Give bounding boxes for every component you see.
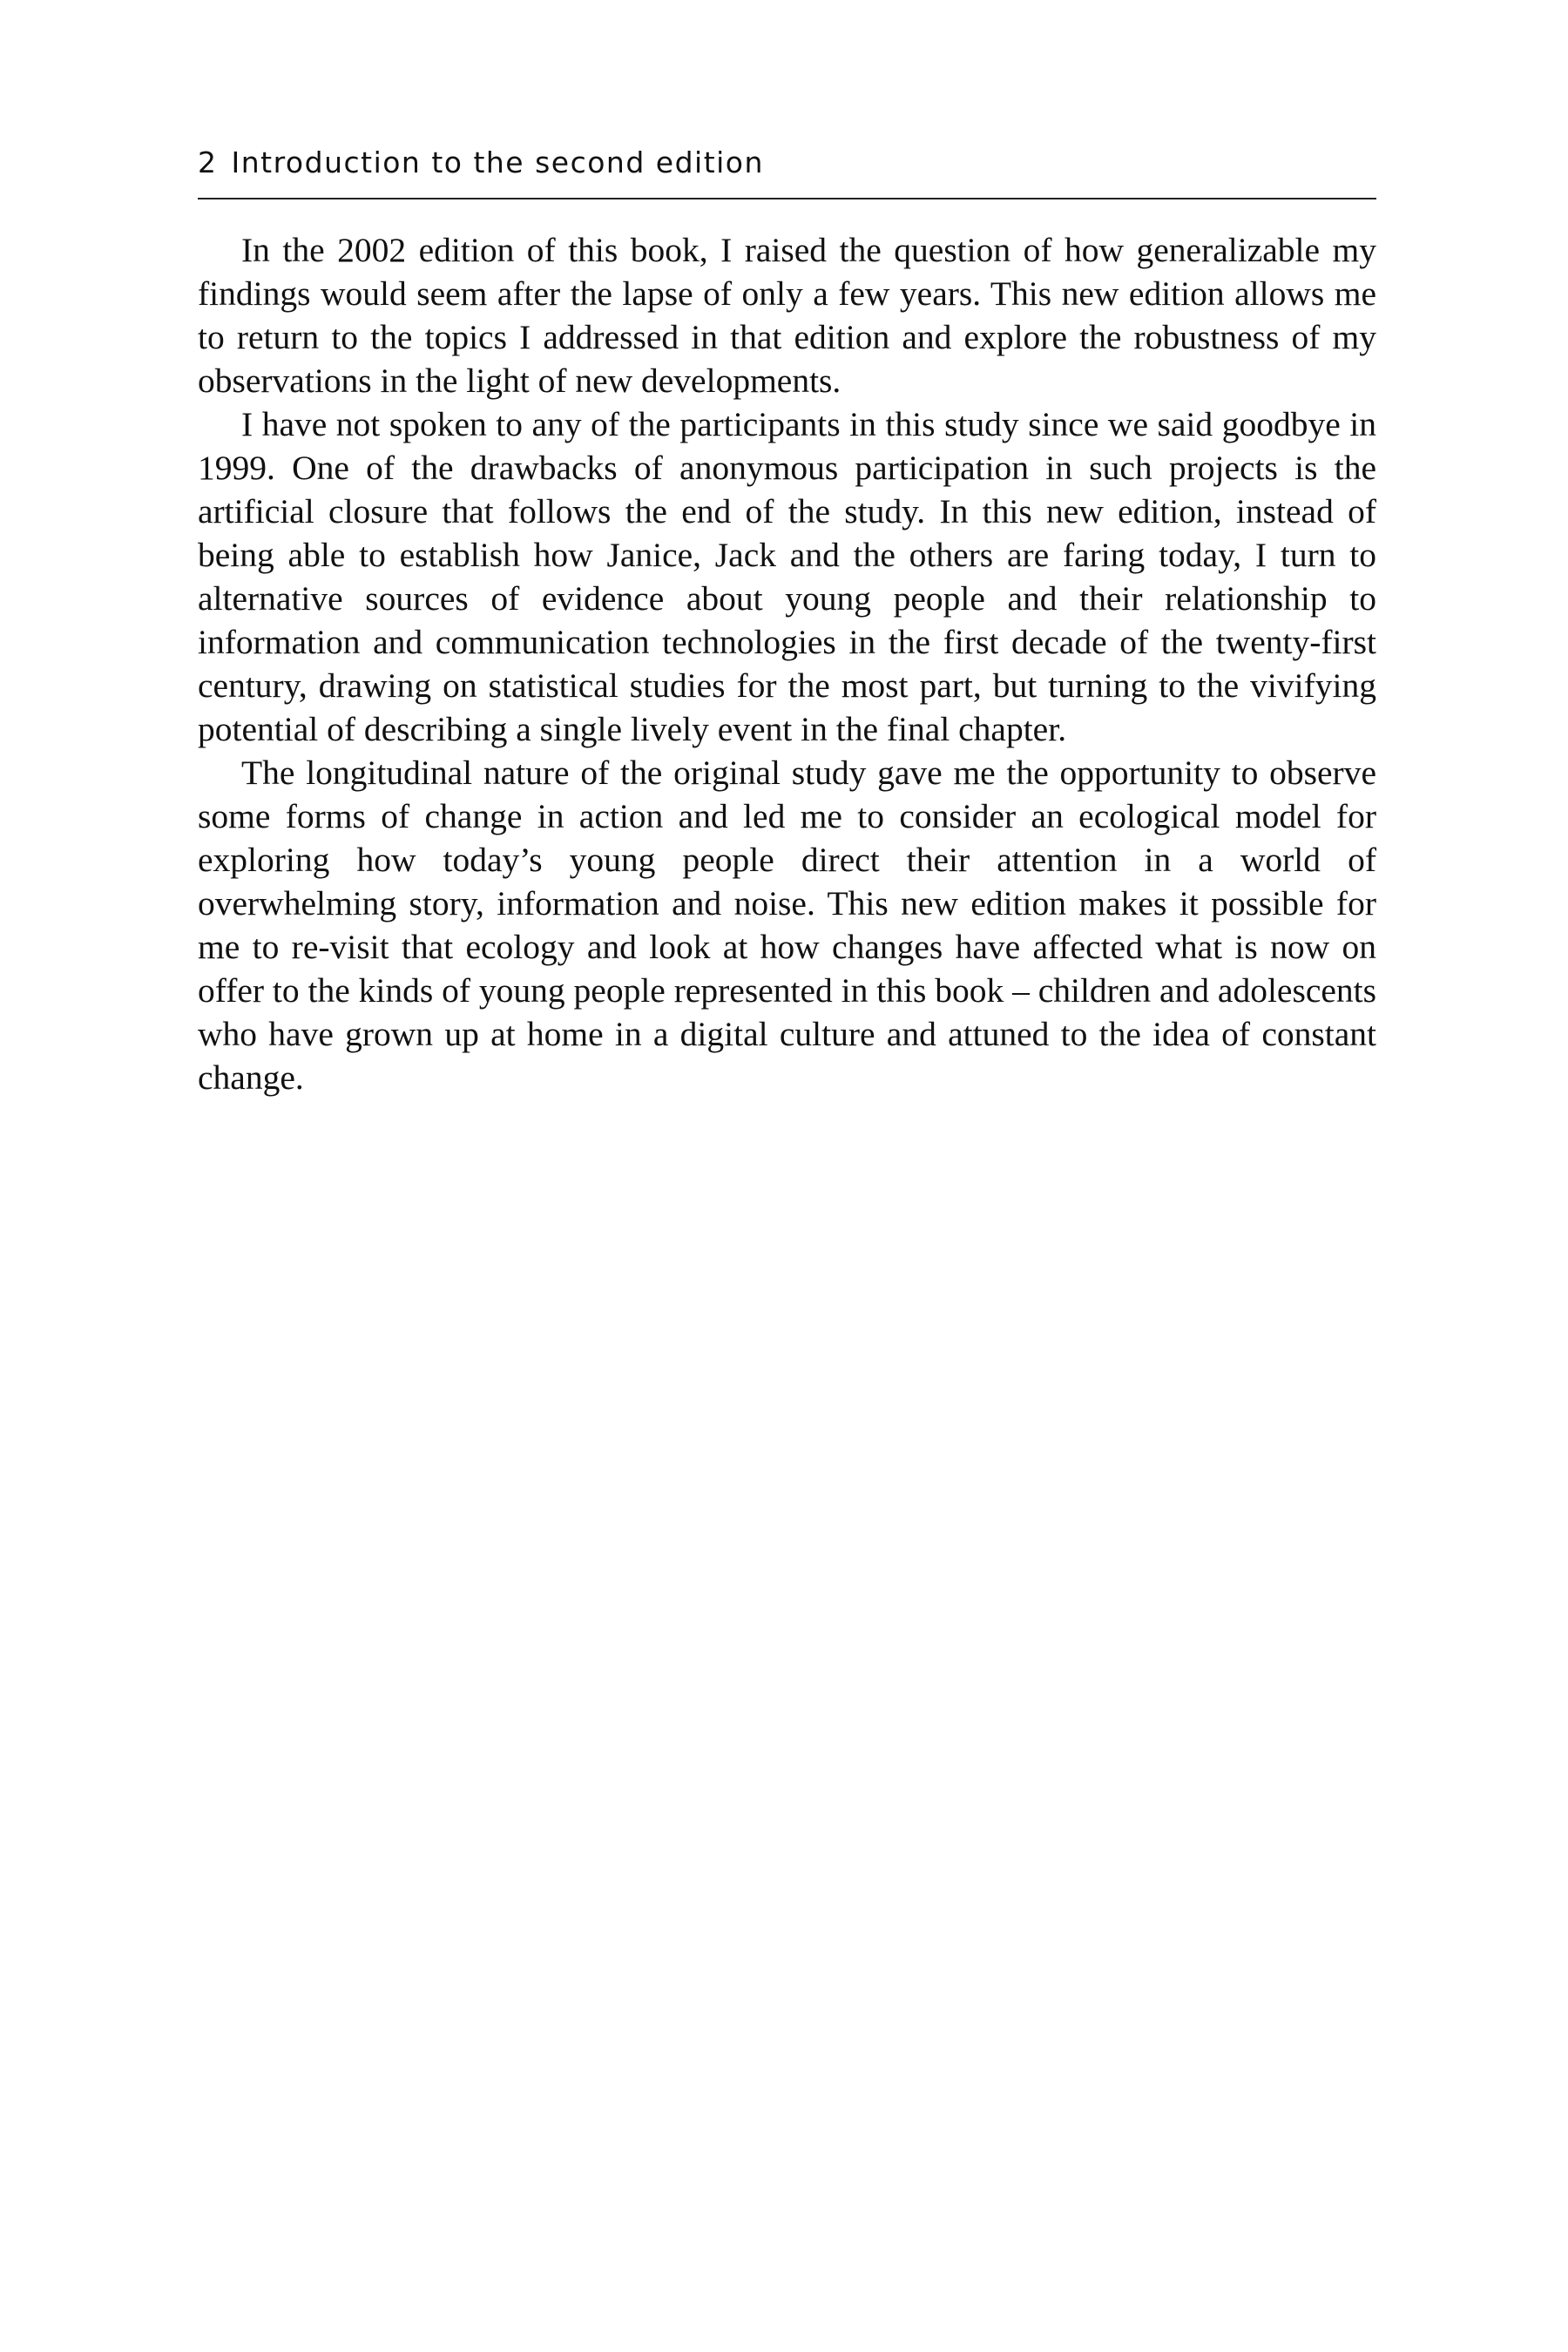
paragraph-1: In the 2002 edition of this book, I raised the question of how generalizable my findings would seem after the lapse of only a few years. This new edition allows me to return to the topics I addressed in that edition and explore the robustness of my observations in the light of new developments. [198,231,1376,400]
paragraph-2: I have not spoken to any of the participants in this study since we said goodbye in 1999. One of the drawbacks of anonymous participation in such projects is the artificial closure that follows the end of the study. In this new edition, instead of being able to establish how Janice, Jack and the others are faring today, I turn to alternative sources of evidence about young people and their relationship to information and communication technologies in the first decade of the twenty-first century, drawing on statistical studies for the most part, but turning to the vivifying potential of describing a single lively event in the final chapter. [198,405,1376,748]
running-head [198,144,1376,199]
paragraph-3: The longitudinal nature of the original study gave me the opportunity to observe some forms of change in action and led me to consider an ecological model for exploring how today’s young people direct their attention in a world of overwhelming story, information and noise. This new edition makes it possible for me to re-visit that ecology and look at how changes have affected what is now on offer to the kinds of young people represented in this book – children and adolescents who have grown up at home in a digital culture and attuned to the idea of constant change. [198,754,1376,1097]
body-text [198,228,1376,1099]
page-number: 2 [198,145,218,179]
running-title: Introduction to the second edition [231,145,764,179]
